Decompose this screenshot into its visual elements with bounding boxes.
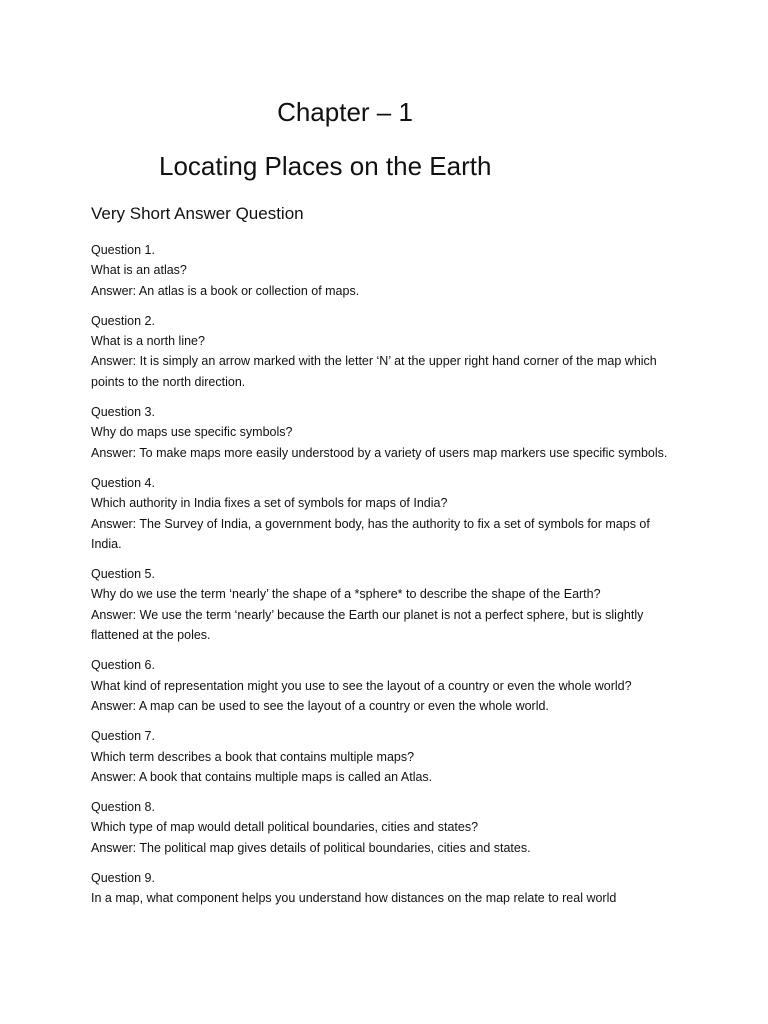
question-item-1 — [91, 240, 691, 301]
question-item-4 — [91, 473, 691, 554]
section-heading: Very Short Answer Question — [91, 204, 304, 223]
answer-line: Answer: The Survey of India, a government body, has the authority to fix a set of symbols for maps of — [91, 516, 650, 531]
question-item-9 — [91, 868, 691, 909]
question-label: Question 2. — [91, 313, 155, 328]
question-text: Which term describes a book that contains multiple maps? — [91, 749, 415, 764]
question-text: In a map, what component helps you understand how distances on the map relate to real world — [91, 891, 617, 906]
question-text: What is an atlas? — [91, 263, 187, 278]
answer-line: Answer: A map can be used to see the layout of a country or even the whole world. — [91, 698, 549, 713]
answer-line: points to the north direction. — [91, 374, 246, 389]
chapter-heading: Chapter – 1 — [277, 97, 413, 127]
answer-line: India. — [91, 536, 122, 551]
question-item-3 — [91, 402, 691, 463]
question-text: What kind of representation might you use to see the layout of a country or even the whole world? — [91, 678, 632, 693]
question-label: Question 6. — [91, 658, 155, 673]
answer-line: flattened at the poles. — [91, 628, 211, 643]
question-text: Why do we use the term ‘nearly’ the shape of a *sphere* to describe the shape of the Earth? — [91, 587, 601, 602]
question-text: Why do maps use specific symbols? — [91, 425, 293, 440]
question-label: Question 1. — [91, 243, 155, 257]
question-item-5 — [91, 564, 691, 645]
question-label: Question 3. — [91, 405, 155, 420]
question-text: Which type of map would detall political boundaries, cities and states? — [91, 820, 479, 835]
answer-line: Answer: We use the term ‘nearly’ because the Earth our planet is not a perfect sphere, but is slightly — [91, 607, 644, 622]
question-text: What is a north line? — [91, 334, 205, 349]
question-item-7 — [91, 726, 691, 787]
question-text: Which authority in India fixes a set of symbols for maps of India? — [91, 496, 448, 511]
chapter-title: Locating Places on the Earth — [159, 151, 492, 181]
question-label: Question 4. — [91, 475, 155, 490]
question-item-6 — [91, 655, 691, 716]
answer-line: Answer: A book that contains multiple maps is called an Atlas. — [91, 769, 433, 784]
question-label: Question 7. — [91, 729, 155, 744]
question-item-2 — [91, 311, 691, 392]
answer-line: Answer: To make maps more easily understood by a variety of users map markers use specific symbols. — [91, 445, 668, 460]
question-label: Question 8. — [91, 800, 155, 815]
question-label: Question 9. — [91, 871, 155, 886]
question-item-8 — [91, 797, 691, 858]
question-list — [91, 240, 691, 919]
answer-line: Answer: An atlas is a book or collection of maps. — [91, 283, 360, 298]
question-label: Question 5. — [91, 567, 155, 582]
answer-line: Answer: The political map gives details of political boundaries, cities and states. — [91, 840, 531, 855]
answer-line: Answer: It is simply an arrow marked with the letter ‘N’ at the upper right hand corner of the map which — [91, 354, 657, 369]
